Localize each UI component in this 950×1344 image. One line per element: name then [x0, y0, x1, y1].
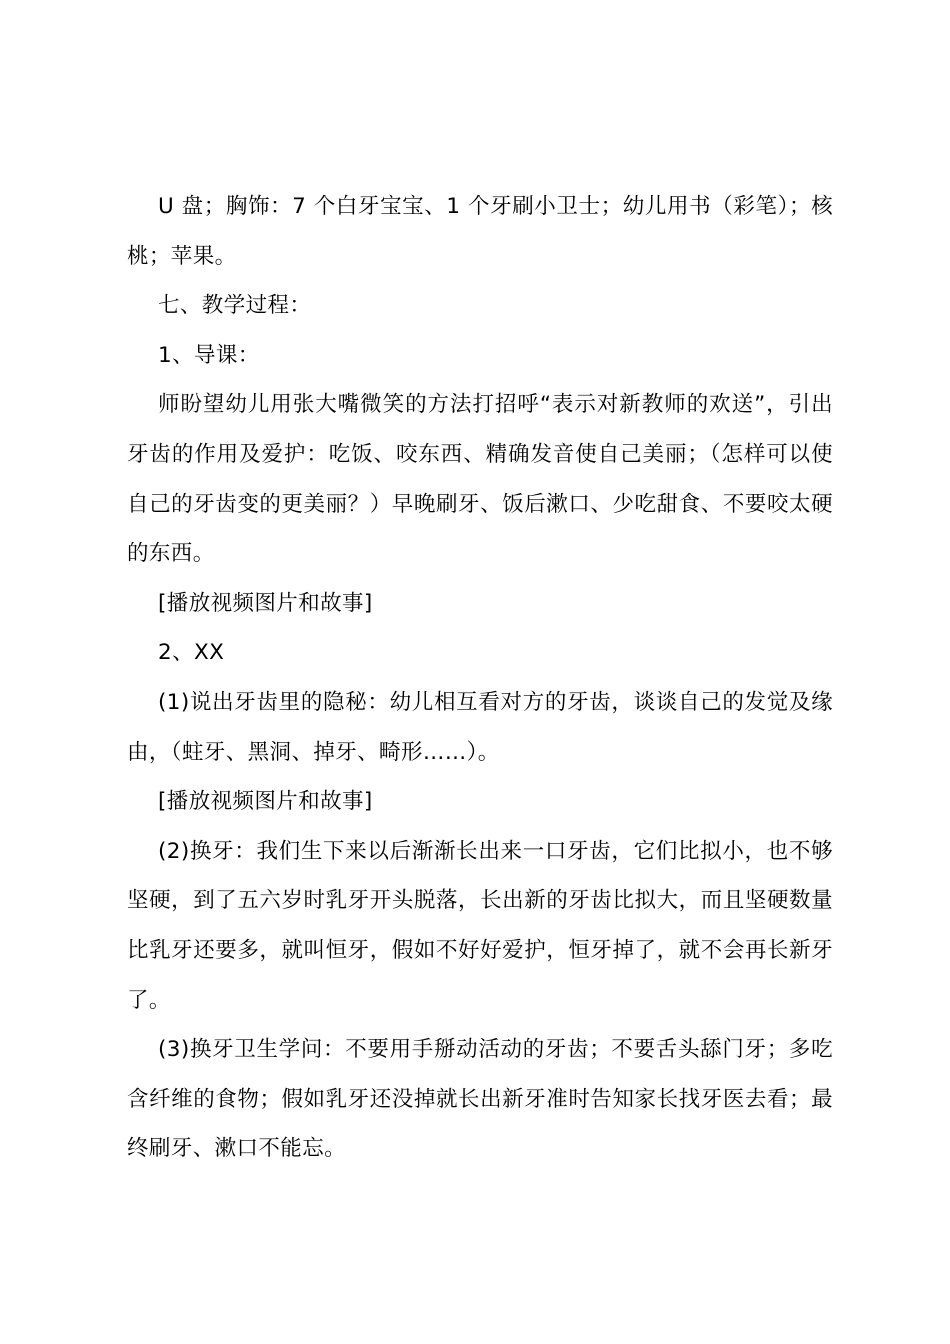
document-body	[127, 182, 833, 1174]
step-heading-introduction: 1、导课：	[158, 342, 260, 368]
materials-paragraph: U 盘；胸饰：7 个白牙宝宝、1 个牙刷小卫士；幼儿用书（彩笔）；核桃；苹果。	[127, 194, 833, 269]
step-heading-2: 2、XX	[158, 640, 225, 666]
media-note: [播放视频图片和故事]	[158, 590, 373, 616]
section-heading-teaching-process: 七、教学过程：	[158, 293, 312, 319]
media-note: [播放视频图片和故事]	[158, 789, 373, 815]
introduction-paragraph: 师盼望幼儿用张大嘴微笑的方法打招呼“表示对新教师的欢送”，引出牙齿的作用及爱护：吃饭、咬东西、精确发音使自己美丽；（怎样可以使自己的牙齿变的更美丽？）早晚刷牙、饭后漱口、少吃甜食、不要咬太硬的东西。	[127, 392, 833, 567]
sub-step-3-paragraph: (3)换牙卫生学问：不要用手掰动活动的牙齿；不要舌头舔门牙；多吃含纤维的食物；假如乳牙还没掉就长出新牙准时告知家长找牙医去看；最终刷牙、漱口不能忘。	[127, 1037, 833, 1162]
sub-step-2-paragraph: (2)换牙：我们生下来以后渐渐长出来一口牙齿，它们比拟小，也不够坚硬，到了五六岁时乳牙开头脱落，长出新的牙齿比拟大，而且坚硬数量比乳牙还要多，就叫恒牙，假如不好好爱护，恒牙掉了，就不会再长新牙了。	[127, 838, 833, 1013]
sub-step-1-paragraph: (1)说出牙齿里的隐秘：幼儿相互看对方的牙齿，谈谈自己的发觉及缘由，（蛀牙、黑洞、掉牙、畸形……）。	[127, 689, 833, 765]
